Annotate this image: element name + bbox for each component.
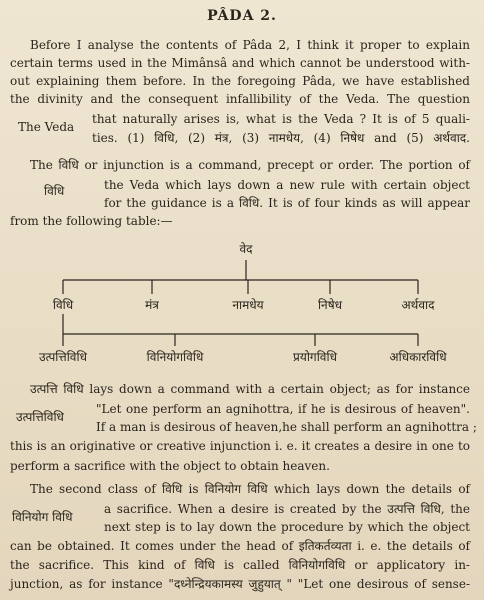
text-line: ties. (1) विधि, (2) मंत्र, (3) नामधेय, (4) निषेध and (5) अर्थवाद.	[92, 131, 470, 145]
text-line: Before I analyse the contents of Pâda 2, I think it proper to explain	[30, 38, 470, 52]
text-line: "Let one perform an agnihottra, if he is desirous of heaven".	[96, 402, 470, 416]
tree-node-prayoga-vidhi: प्रयोगविधि	[293, 350, 337, 364]
tree-node-namadheya: नामधेय	[232, 298, 264, 312]
text-line: out explaining them before. In the foregoing Pâda, we have established	[10, 74, 470, 88]
tree-node-adhikara-vidhi: अधिकारविधि	[389, 350, 447, 364]
tree-node-vidhi: विधि	[52, 298, 74, 312]
margin-note: विनियोग विधि	[12, 510, 73, 524]
text-line: can be obtained. It comes under the head of इतिकर्तव्यता i. e. the details of	[10, 539, 470, 553]
classification-tree	[0, 232, 484, 372]
page-header	[0, 0, 484, 30]
text-line: certain terms used in the Mimânsâ and which cannot be understood with-	[10, 56, 470, 70]
text-line: If a man is desirous of heaven,he shall perform an agnihottra ;	[96, 420, 477, 434]
text-line: The विधि or injunction is a command, precept or order. The portion of	[30, 158, 470, 172]
tree-node-arthavada: अर्थवाद	[401, 298, 435, 312]
tree-node-mantra: मंत्र	[145, 298, 159, 312]
text-line: from the following table:—	[10, 214, 173, 228]
tree-node-viniyoga-vidhi: विनियोगविधि	[146, 350, 204, 364]
text-line: perform a sacrifice with the object to obtain heaven.	[10, 459, 330, 473]
text-line: for the guidance is a विधि. It is of four kinds as will appear	[104, 196, 470, 210]
text-line: उत्पत्ति विधि lays down a command with a certain object; as for instance	[30, 382, 470, 396]
margin-note: विधि	[44, 184, 65, 198]
margin-note: उत्पत्तिविधि	[16, 410, 64, 424]
tree-node-nishedha: निषेध	[317, 298, 343, 312]
text-line: The second class of विधि is विनियोग विधि which lays down the details of	[30, 482, 470, 496]
text-line: that naturally arises is, what is the Veda ? It is of 5 quali-	[92, 112, 470, 126]
page-title: PÂDA 2.	[207, 8, 277, 24]
text-line: junction, as for instance "दध्नेन्द्रियकामस्य जुहुयात् " "Let one desirous of sense-	[10, 577, 470, 591]
text-line: the sacrifice. This kind of विधि is called विनियोगविधि or applicatory in-	[10, 558, 470, 572]
text-line: this is an originative or creative injunction i. e. it creates a desire in one to	[10, 439, 470, 453]
tree-root: वेद	[239, 242, 253, 256]
tree-node-utpatti-vidhi: उत्पत्तिविधि	[39, 350, 87, 364]
text-line: a sacrifice. When a desire is created by the उत्पत्ति विधि, the	[104, 502, 470, 516]
text-line: next step is to lay down the procedure by which the object	[104, 520, 470, 534]
margin-note: The Veda	[18, 120, 75, 134]
text-line: the Veda which lays down a new rule with certain object	[104, 178, 470, 192]
text-line: the divinity and the consequent infallibility of the Veda. The question	[10, 92, 470, 106]
